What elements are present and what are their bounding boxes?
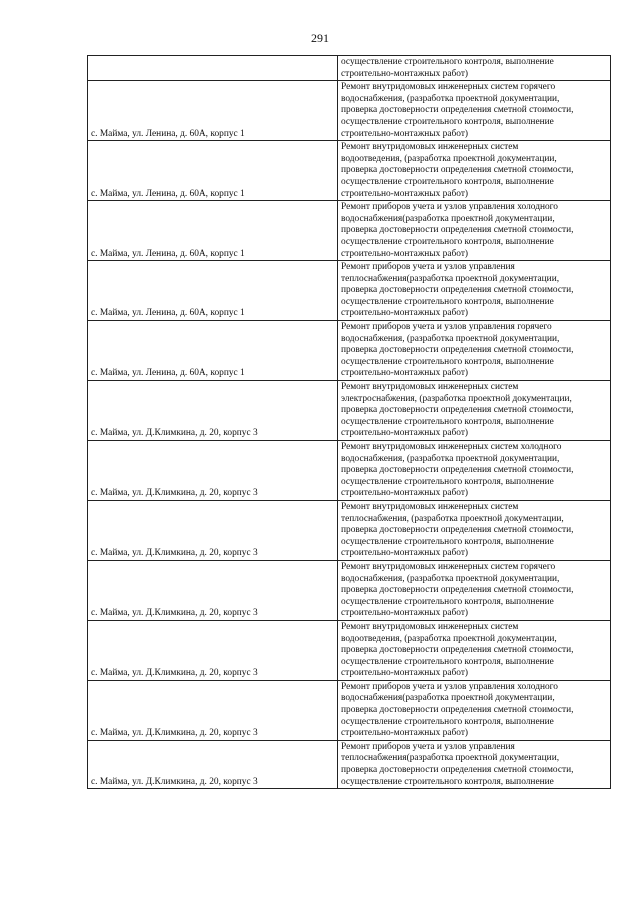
work-description-line: теплоснабжения(разработка проектной документации, [341, 753, 560, 764]
work-description-line: осуществление строительного контроля, выполнение [341, 116, 554, 127]
work-description-line: проверка достоверности определения сметной стоимости, [341, 345, 574, 356]
work-description-line: осуществление строительного контроля, выполнение [341, 236, 554, 247]
table-row [88, 680, 611, 740]
table-row [88, 500, 611, 560]
work-description-line: строительно-монтажных работ) [341, 668, 469, 679]
table-row [88, 201, 611, 261]
work-description-line: проверка достоверности определения сметной стоимости, [341, 465, 574, 476]
work-description-line: Ремонт внутридомовых инженерных систем [341, 382, 519, 393]
work-description-line: Ремонт приборов учета и узлов управления горячего [341, 322, 552, 333]
work-description-cell [338, 56, 611, 81]
work-description-line: водоснабжения, (разработка проектной документации, [341, 333, 560, 344]
work-description-line: осуществление строительного контроля, выполнение [341, 57, 554, 67]
address-cell: с. Майма, ул. Д.Климкина, д. 20, корпус 3 [88, 560, 338, 620]
page-number: 291 [311, 31, 329, 45]
work-description-line: проверка достоверности определения сметной стоимости, [341, 405, 574, 416]
work-description-line: Ремонт приборов учета и узлов управления [341, 262, 515, 273]
work-description-line: Ремонт приборов учета и узлов управления холодного [341, 202, 558, 213]
work-description-line: теплоснабжения(разработка проектной документации, [341, 273, 560, 284]
work-description-line: строительно-монтажных работ) [341, 368, 469, 379]
work-description-line: Ремонт приборов учета и узлов управления [341, 741, 515, 752]
address-cell: с. Майма, ул. Ленина, д. 60А, корпус 1 [88, 81, 338, 141]
work-description-line: Ремонт внутридомовых инженерных систем [341, 621, 519, 632]
work-description-line: строительно-монтажных работ) [341, 128, 469, 139]
works-table-body [88, 56, 611, 789]
table-row [88, 81, 611, 141]
work-description-cell [338, 141, 611, 201]
work-description-line: строительно-монтажных работ) [341, 248, 469, 259]
work-description-line: строительно-монтажных работ) [341, 188, 469, 199]
work-description-line: Ремонт внутридомовых инженерных систем холодного [341, 442, 562, 452]
work-description-line: Ремонт внутридомовых инженерных систем [341, 501, 519, 512]
address-cell: с. Майма, ул. Ленина, д. 60А, корпус 1 [88, 261, 338, 321]
work-description-cell [338, 321, 611, 381]
table-row [88, 560, 611, 620]
work-description-cell [338, 500, 611, 560]
table-row [88, 441, 611, 501]
work-description-line: осуществление строительного контроля, выполнение [341, 596, 554, 607]
table-row [88, 321, 611, 381]
work-description-cell [338, 740, 611, 788]
work-description-line: осуществление строительного контроля, выполнение [341, 176, 554, 187]
work-description-line: строительно-монтажных работ) [341, 68, 469, 79]
work-description-line: строительно-монтажных работ) [341, 608, 469, 619]
address-cell: с. Майма, ул. Д.Климкина, д. 20, корпус 3 [88, 740, 338, 788]
address-cell: с. Майма, ул. Ленина, д. 60А, корпус 1 [88, 321, 338, 381]
work-description-line: водоснабжения, (разработка проектной документации, [341, 573, 560, 584]
work-description-line: проверка достоверности определения сметной стоимости, [341, 765, 574, 776]
work-description-cell [338, 560, 611, 620]
work-description-cell [338, 201, 611, 261]
address-cell [88, 56, 338, 81]
work-description-line: Ремонт приборов учета и узлов управления холодного [341, 681, 558, 692]
work-description-line: осуществление строительного контроля, выполнение [341, 476, 554, 487]
work-description-line: строительно-монтажных работ) [341, 428, 469, 439]
work-description-cell [338, 441, 611, 501]
table-row [88, 261, 611, 321]
table-row [88, 740, 611, 788]
works-table [87, 55, 611, 789]
address-cell: с. Майма, ул. Ленина, д. 60А, корпус 1 [88, 201, 338, 261]
work-description-line: водоснабжения, (разработка проектной документации, [341, 453, 560, 464]
table-row [88, 141, 611, 201]
work-description-line: проверка достоверности определения сметной стоимости, [341, 525, 574, 536]
work-description-cell [338, 680, 611, 740]
address-cell: с. Майма, ул. Д.Климкина, д. 20, корпус 3 [88, 500, 338, 560]
work-description-line: строительно-монтажных работ) [341, 728, 469, 739]
work-description-line: проверка достоверности определения сметной стоимости, [341, 585, 574, 596]
work-description-line: строительно-монтажных работ) [341, 308, 469, 319]
work-description-cell [338, 261, 611, 321]
work-description-cell [338, 381, 611, 441]
work-description-cell [338, 81, 611, 141]
work-description-line: электроснабжения, (разработка проектной документации, [341, 393, 572, 404]
work-description-line: осуществление строительного контроля, выполнение [341, 656, 554, 667]
work-description-line: водоотведения, (разработка проектной документации, [341, 633, 557, 644]
work-description-cell [338, 620, 611, 680]
table-row [88, 56, 611, 81]
table-row [88, 381, 611, 441]
work-description-line: проверка достоверности определения сметной стоимости, [341, 105, 574, 116]
work-description-line: водоснабжения, (разработка проектной документации, [341, 93, 560, 104]
address-cell: с. Майма, ул. Д.Климкина, д. 20, корпус 3 [88, 441, 338, 501]
table-row [88, 620, 611, 680]
work-description-line: осуществление строительного контроля, выполнение [341, 716, 554, 727]
work-description-line: проверка достоверности определения сметной стоимости, [341, 285, 574, 296]
work-description-line: Ремонт внутридомовых инженерных систем [341, 142, 519, 153]
work-description-line: осуществление строительного контроля, выполнение [341, 536, 554, 547]
work-description-line: проверка достоверности определения сметной стоимости, [341, 645, 574, 656]
work-description-line: водоснабжения(разработка проектной документации, [341, 693, 555, 704]
work-description-line: осуществление строительного контроля, выполнение [341, 776, 554, 787]
address-cell: с. Майма, ул. Д.Климкина, д. 20, корпус 3 [88, 381, 338, 441]
work-description-line: теплоснабжения, (разработка проектной документации, [341, 513, 564, 524]
work-description-line: осуществление строительного контроля, выполнение [341, 296, 554, 307]
work-description-line: осуществление строительного контроля, выполнение [341, 356, 554, 367]
work-description-line: Ремонт внутридомовых инженерных систем горячего [341, 561, 556, 572]
work-description-line: водоотведения, (разработка проектной документации, [341, 153, 557, 164]
address-cell: с. Майма, ул. Д.Климкина, д. 20, корпус 3 [88, 680, 338, 740]
work-description-line: строительно-монтажных работ) [341, 488, 469, 499]
work-description-line: Ремонт внутридомовых инженерных систем горячего [341, 82, 556, 93]
work-description-line: строительно-монтажных работ) [341, 548, 469, 559]
work-description-line: водоснабжения(разработка проектной документации, [341, 213, 555, 224]
address-cell: с. Майма, ул. Ленина, д. 60А, корпус 1 [88, 141, 338, 201]
address-cell: с. Майма, ул. Д.Климкина, д. 20, корпус 3 [88, 620, 338, 680]
work-description-line: проверка достоверности определения сметной стоимости, [341, 705, 574, 716]
work-description-line: проверка достоверности определения сметной стоимости, [341, 165, 574, 176]
work-description-line: проверка достоверности определения сметной стоимости, [341, 225, 574, 236]
work-description-line: осуществление строительного контроля, выполнение [341, 416, 554, 427]
